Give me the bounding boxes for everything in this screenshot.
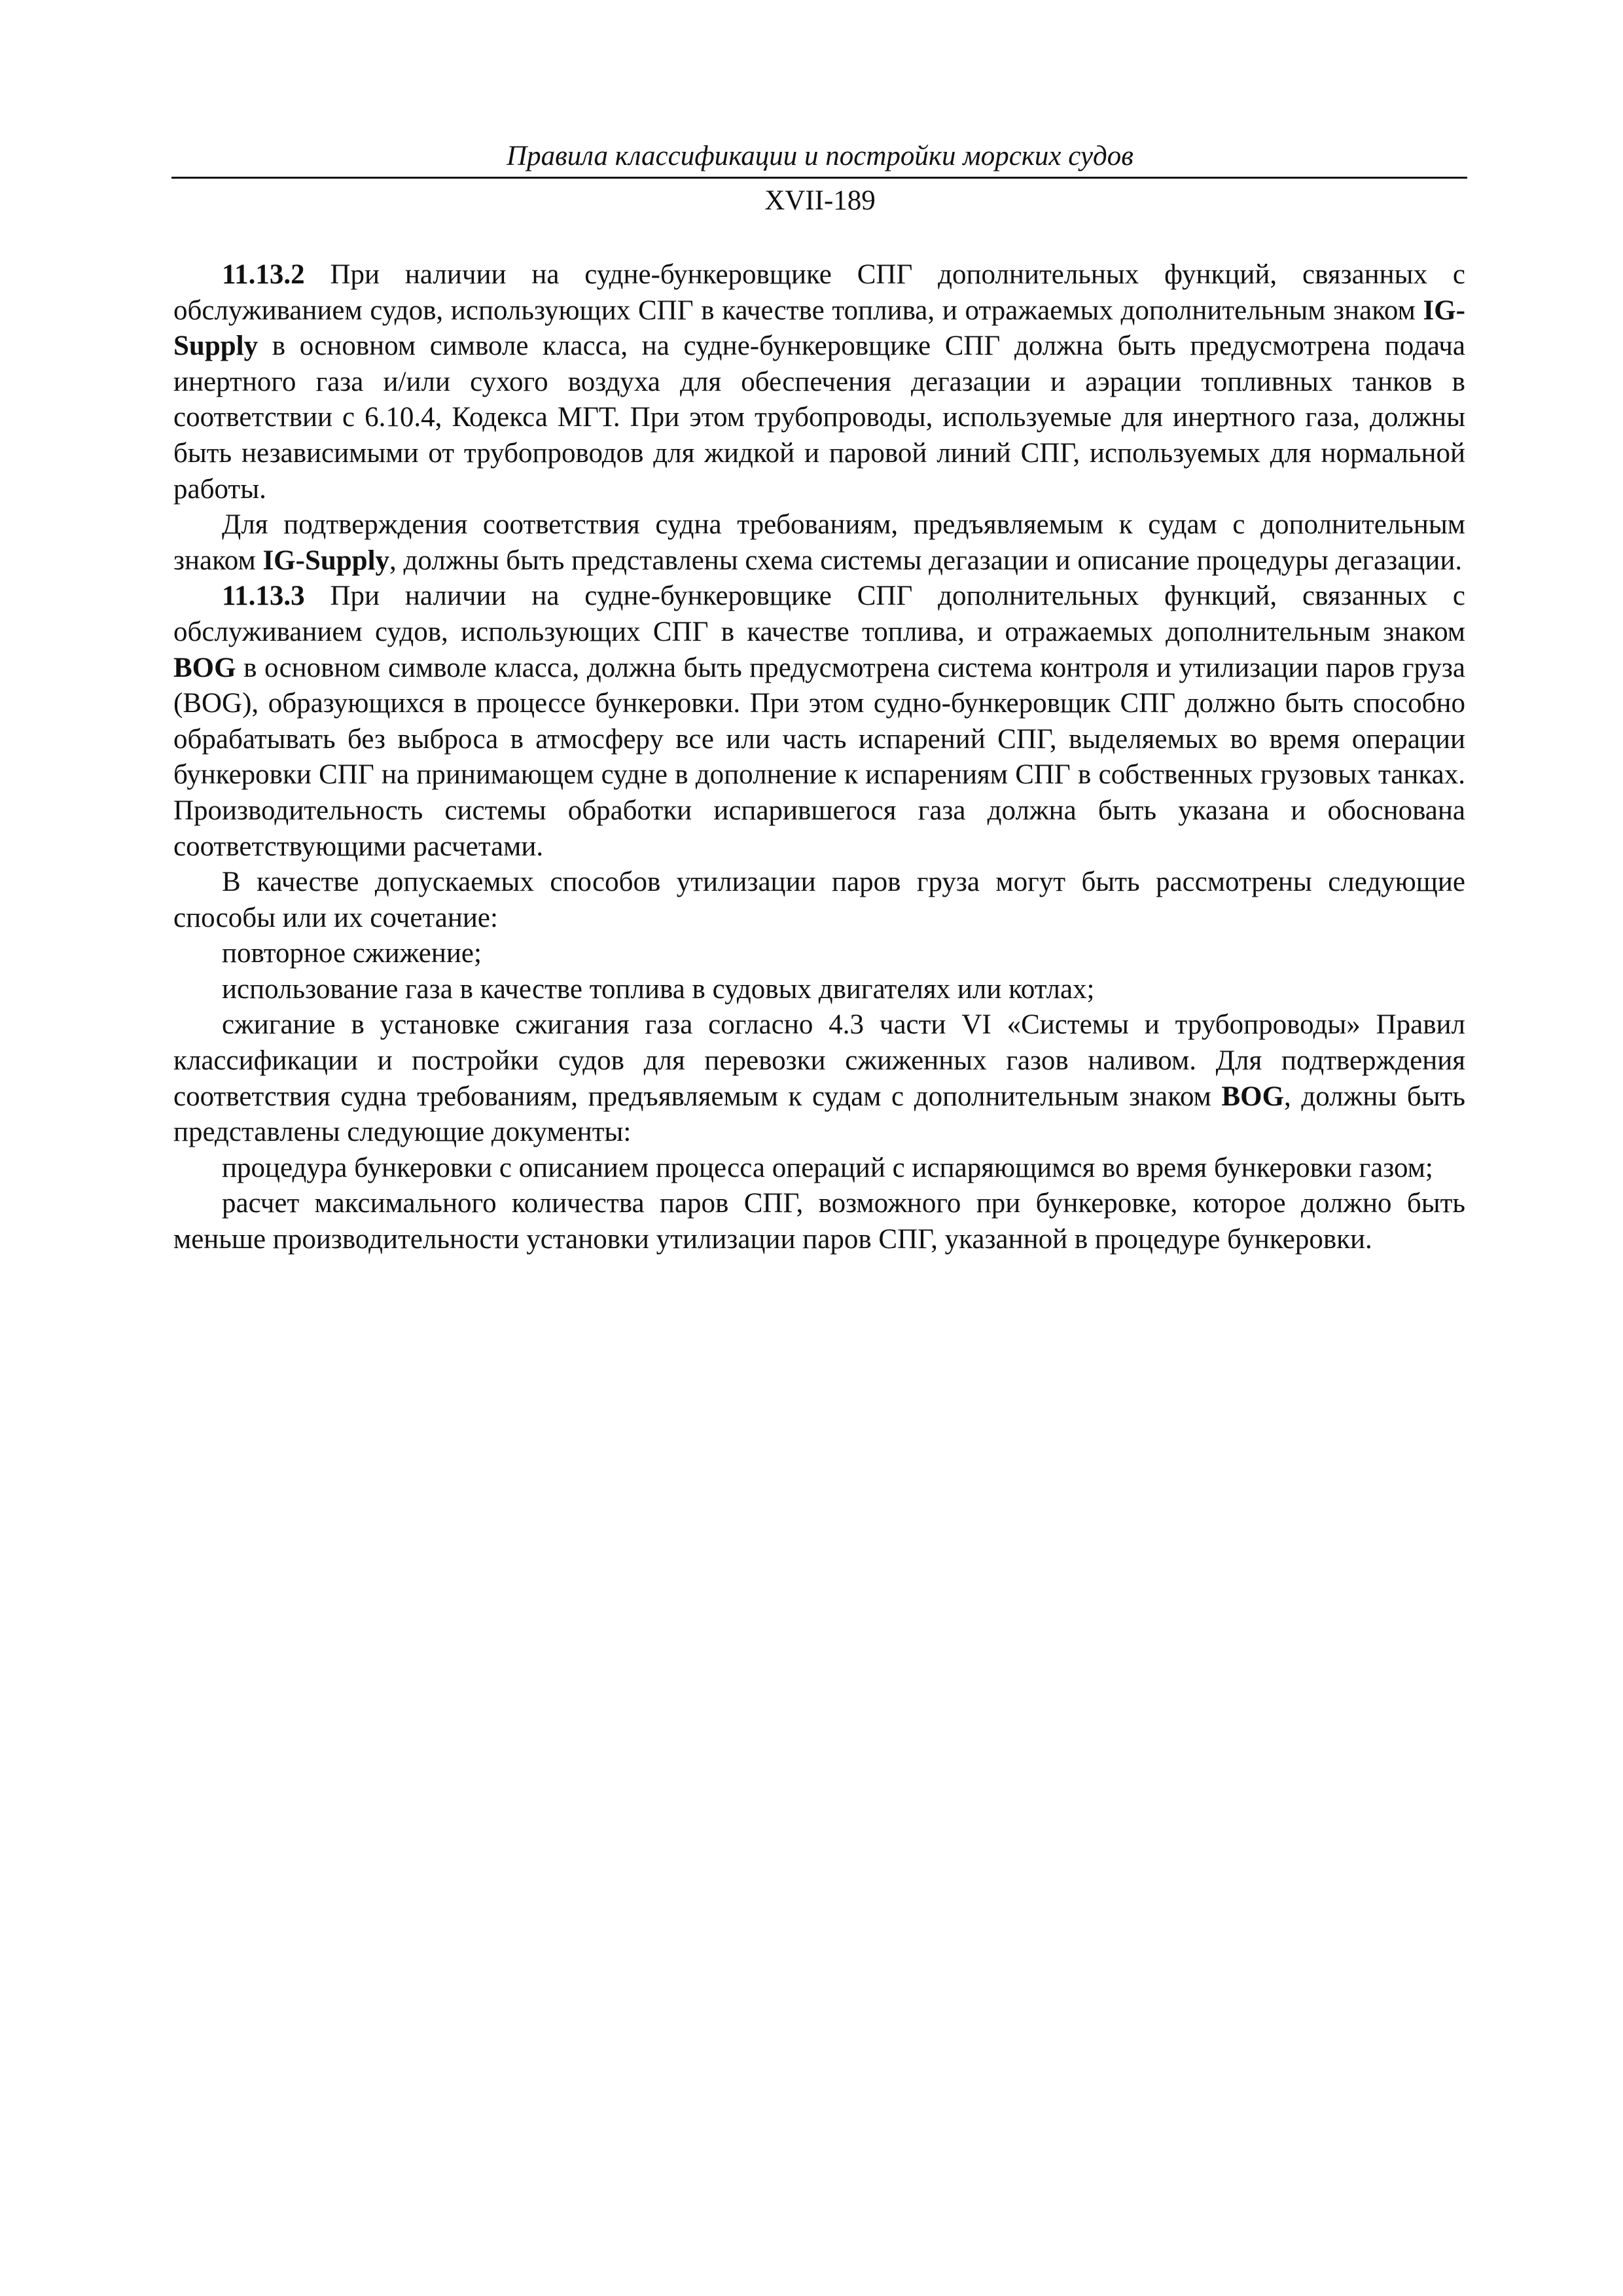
list-item: расчет максимального количества паров СПГ, возможного при бункеровке, которое должно быть меньше производительности установки утилизации паров СПГ, указанной в процедуре бункеровки. — [173, 1188, 1465, 1255]
paragraph-text: , должны быть представлены следующие документы: — [173, 1081, 1465, 1148]
list-item: процедура бункеровки с описанием процесса операций с испаряющимся во время бункеровки газом; — [222, 1152, 1433, 1183]
clause-number: 11.13.2 — [222, 259, 305, 290]
class-notation-mark: BOG — [173, 652, 236, 683]
paragraph-text: , должны быть представлены схема системы дегазации и описание процедуры дегазации. — [389, 545, 1463, 576]
class-notation-mark: IG-Supply — [173, 295, 1465, 362]
body-text — [173, 257, 1465, 1258]
class-notation-mark: BOG — [1221, 1081, 1285, 1112]
header-rule — [171, 177, 1467, 179]
paragraph-text: При наличии на судне-бункеровщике СПГ дополнительных функций, связанных с обслуживанием судов, использующих СПГ в качестве топлива, и отражаемых дополнительным знаком — [173, 581, 1465, 647]
paragraph-text: При наличии на судне-бункеровщике СПГ дополнительных функций, связанных с обслуживанием судов, использующих СПГ в качестве топлива, и отражаемых дополнительным знаком — [173, 259, 1465, 326]
paragraph-ig-supply-documents — [173, 507, 1465, 579]
paragraph-text: сжигание в установке сжигания газа согласно 4.3 части VI «Системы и трубопроводы» Правил классификации и постройки судов для перевозки сжиженных газов наливом. Для подтверждения соответствия судна требованиям, предъявляемым к судам с дополнительным знаком — [173, 1009, 1465, 1112]
running-title: Правила классификации и постройки морских судов — [507, 141, 1133, 171]
paragraph-11-13-3 — [173, 579, 1465, 865]
paragraph-text: в основном символе класса, на судне-бункеровщике СПГ должна быть предусмотрена подача инертного газа и/или сухого воздуха для обеспечения дегазации и аэрации топливных танков в соответствии с 6.10.4, Кодекса МГТ. При этом трубопроводы, используемые для инертного газа, должны быть независимыми от трубопроводов для жидкой и паровой линий СПГ, используемых для нормальной работы. — [173, 331, 1465, 505]
clause-number: 11.13.3 — [222, 581, 305, 612]
paragraph-utilization-methods: В качестве допускаемых способов утилизации паров груза могут быть рассмотрены следующие способы или их сочетание: — [173, 867, 1465, 933]
list-item: повторное сжижение; — [222, 938, 482, 969]
list-item: использование газа в качестве топлива в судовых двигателях или котлах; — [222, 973, 1095, 1005]
class-notation-mark: IG-Supply — [262, 545, 390, 576]
paragraph-text: Для подтверждения соответствия судна требованиям, предъявляемым к судам с дополнительным знаком — [173, 509, 1465, 576]
page-number: XVII-189 — [764, 185, 876, 216]
paragraph-11-13-2 — [173, 257, 1465, 507]
list-item — [173, 1007, 1465, 1150]
paragraph-text: в основном символе класса, должна быть предусмотрена система контроля и утилизации паров груза (BOG), образующихся в процессе бункеровки. При этом судно-бункеровщик СПГ должно быть способно обрабатывать без выброса в атмосферу все или часть испарений СПГ, выделяемых во время операции бункеровки СПГ на принимающем судне в дополнение к испарениям СПГ в собственных грузовых танках. Производительность системы обработки испарившегося газа должна быть указана и обоснована соответствующими расчетами. — [173, 652, 1465, 862]
